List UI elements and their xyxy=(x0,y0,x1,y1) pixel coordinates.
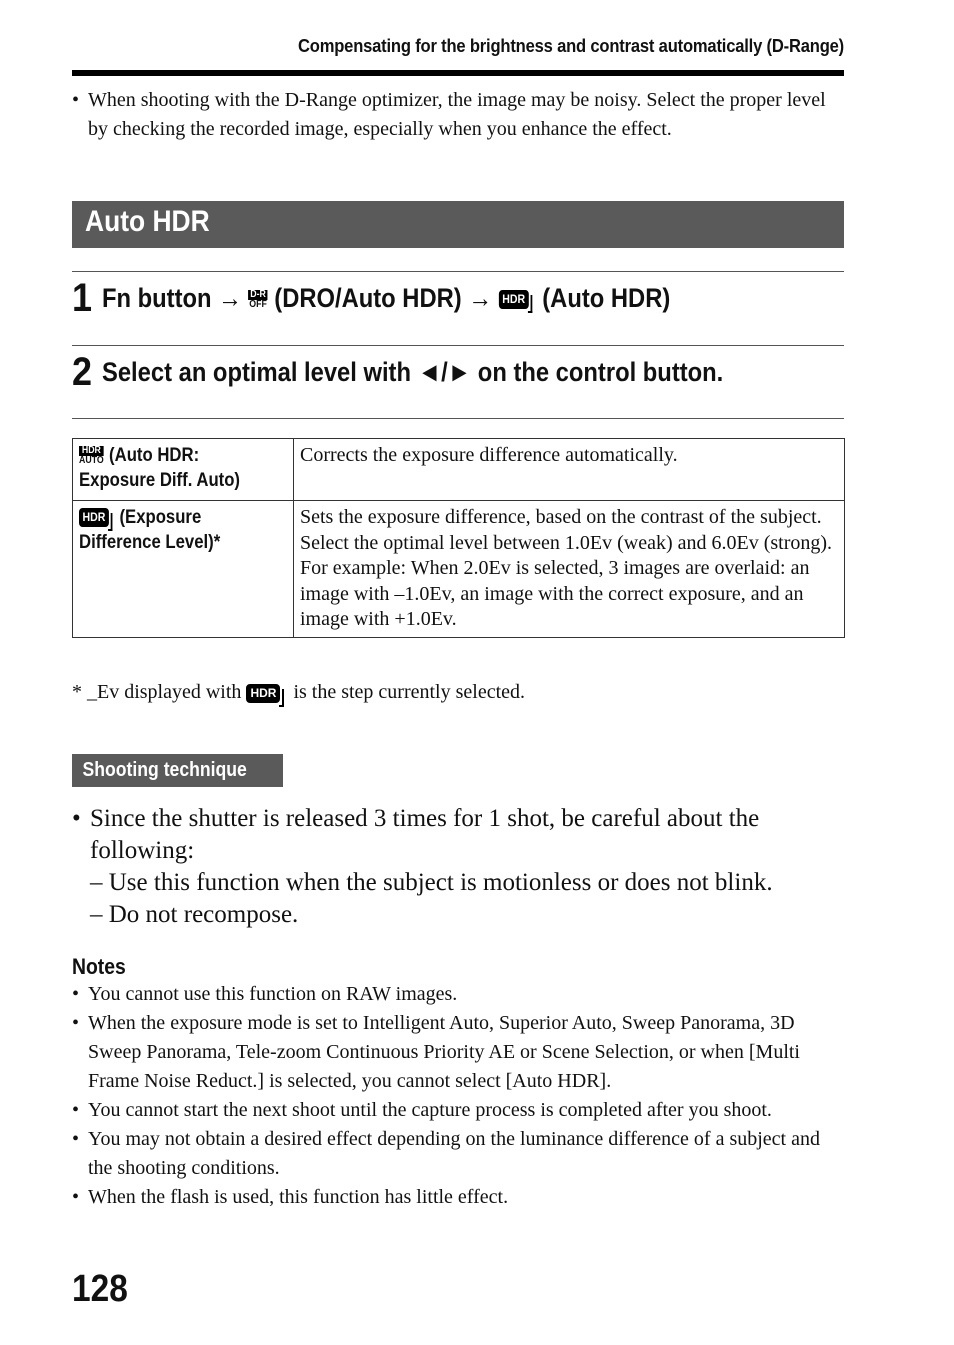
arrow-icon: → xyxy=(218,283,242,313)
page-number: 128 xyxy=(72,1268,128,1310)
options-table xyxy=(72,438,845,638)
step2-bottom-rule xyxy=(72,418,844,419)
technique-list xyxy=(72,803,812,931)
step2-top-rule xyxy=(72,345,844,346)
table-label-cell: HDR AUTO (Auto HDR: Exposure Diff. Auto) xyxy=(73,439,294,501)
step1-top-rule xyxy=(72,271,844,272)
intro-bullet: • When shooting with the D-Range optimizer, the image may be noisy. Select the proper level by checking the recorded image, especially when you enhance the effect. xyxy=(72,86,848,144)
hdr-icon: HDR xyxy=(246,684,280,703)
notes-title: Notes xyxy=(72,954,126,979)
hdr-auto-icon: HDR AUTO xyxy=(79,444,104,466)
table-desc-cell: Corrects the exposure difference automatically. xyxy=(294,439,845,501)
step1-dro-label: (DRO/Auto HDR) xyxy=(274,283,462,313)
list-item: • When the exposure mode is set to Intelligent Auto, Superior Auto, Sweep Panorama, 3D Sweep Panorama, Tele-zoom Continuous Priority AE or Scene Selection, or when [Multi Frame Noise Reduct.] is selected, you cannot select [Auto HDR]. xyxy=(72,1009,844,1096)
list-item: • You may not obtain a desired effect depending on the luminance difference of a subject and the shooting conditions. xyxy=(72,1125,844,1183)
step2-number: 2 xyxy=(72,350,93,394)
table-label-cell: HDR (Exposure Difference Level)* xyxy=(73,501,294,638)
step1-text xyxy=(102,283,670,314)
table-row xyxy=(73,439,845,501)
page-header-title: Compensating for the brightness and contrast automatically (D-Range) xyxy=(297,36,844,56)
list-item: – Use this function when the subject is motionless or does not blink. xyxy=(90,869,773,896)
dro-off-icon: D-R OFF xyxy=(249,288,267,310)
step2-text: Select an optimal level with ◄/► on the control button. xyxy=(102,357,724,387)
table-row xyxy=(73,501,845,638)
list-item: • You cannot use this function on RAW images. xyxy=(72,980,844,1009)
list-item: • Since the shutter is released 3 times for 1 shot, be careful about the following: xyxy=(72,803,812,867)
shooting-technique-tag: Shooting technique xyxy=(72,754,283,787)
section-title: Auto HDR xyxy=(85,205,210,238)
step1-fn: Fn button xyxy=(102,283,212,313)
notes-list xyxy=(72,980,844,1212)
step1-hdr-label: (Auto HDR) xyxy=(542,283,671,313)
hdr-icon: HDR xyxy=(499,290,529,309)
hdr-icon: HDR xyxy=(79,508,109,527)
arrow-icon: → xyxy=(468,283,493,313)
list-item: – Do not recompose. xyxy=(90,901,299,928)
header-rule xyxy=(72,70,844,76)
step1-number: 1 xyxy=(72,276,93,320)
section-heading-bar xyxy=(72,201,844,248)
list-item: • When the flash is used, this function has little effect. xyxy=(72,1183,844,1212)
table-desc-cell: Sets the exposure difference, based on the contrast of the subject. Select the optimal level between 1.0Ev (weak) and 6.0Ev (strong). For example: When 2.0Ev is selected, 3 images are overlaid: an image with –1.0Ev, an image with the correct exposure, and an image with +1.0Ev. xyxy=(294,501,845,638)
list-item: • You cannot start the next shoot until the capture process is completed after you shoot. xyxy=(72,1096,844,1125)
footnote: * _Ev displayed with HDR is the step currently selected. xyxy=(72,681,526,703)
